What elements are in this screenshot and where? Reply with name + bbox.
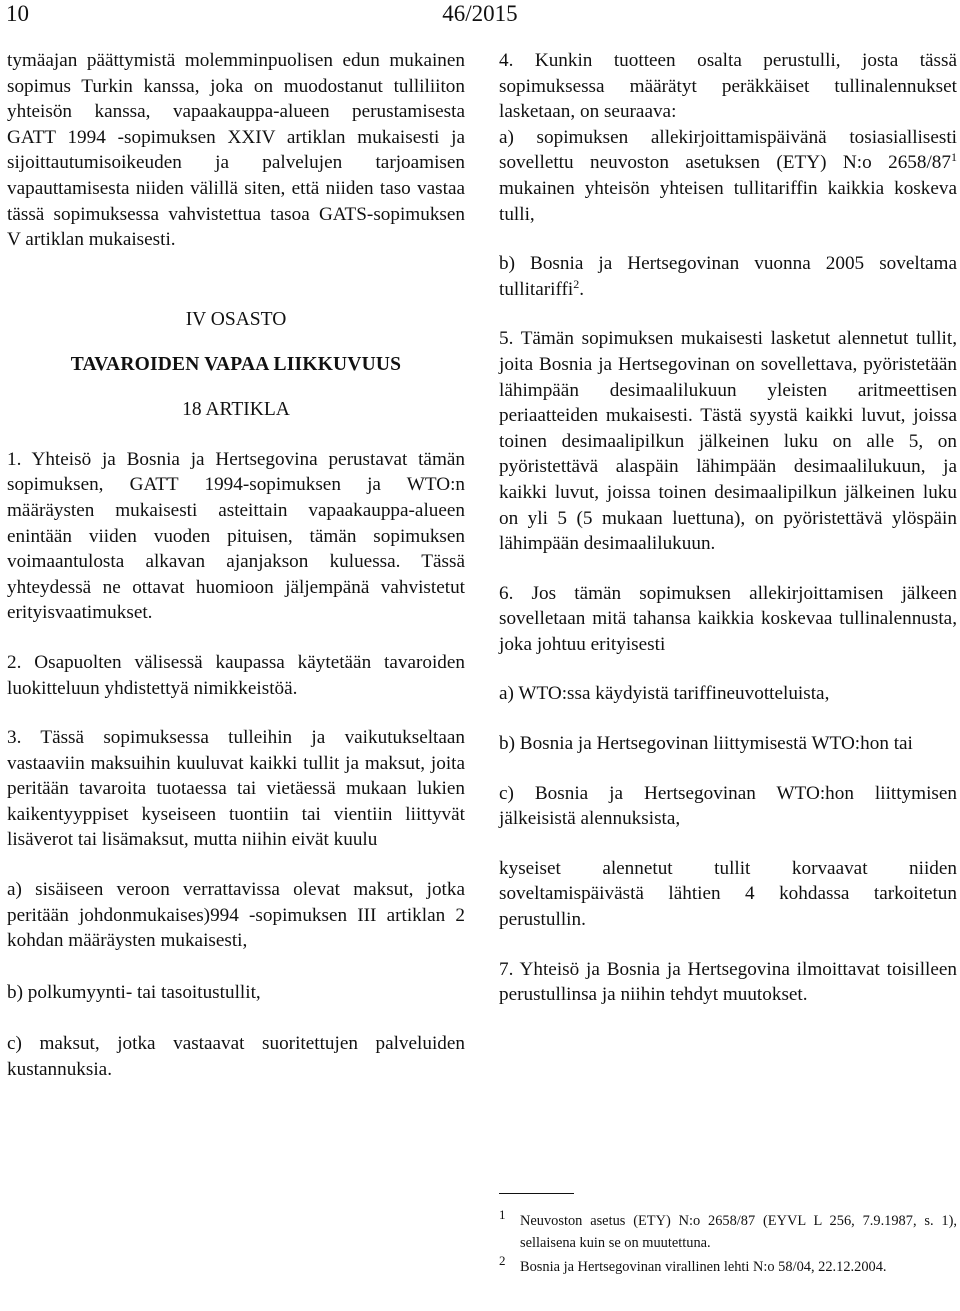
paragraph-4b [499, 251, 957, 302]
section-title: TAVAROIDEN VAPAA LIIKKUVUUS [70, 353, 402, 375]
footnotes [499, 1207, 957, 1278]
paragraph-3b: b) polkumyynti- tai tasoitustullit, [7, 981, 261, 1003]
paragraph-4b-text-end: . [579, 278, 585, 300]
left-column [7, 48, 465, 1083]
paragraph-6c: c) Bosnia ja Hertsegovinan WTO:hon liittymisen jälkeisistä alennuksista, [499, 782, 957, 830]
footnote-2-text: Bosnia ja Hertsegovinan virallinen lehti N:o 58/04, 22.12.2004. [520, 1259, 887, 1275]
paragraph-4a-text: a) sopimuksen allekirjoittamispäivänä tosiasiallisesti sovellettu neuvoston asetuksen (ETY) N:o 2658/87 [499, 126, 957, 174]
paragraph-4: 4. Kunkin tuotteen osalta perustulli, josta tässä sopimuksessa määrätyt peräkkäiset tullinalennukset lasketaan, on seuraava: [499, 50, 957, 123]
paragraph-3a: a) sisäiseen veroon verrattavissa olevat maksut, jotka peritään johdonmukaises)994 -sopimuksen III artiklan 2 kohdan määräysten mukaisesti, [7, 879, 465, 952]
footnote-ref-2[interactable]: 2 [573, 276, 580, 291]
paragraph-6b: b) Bosnia ja Hertsegovinan liittymisestä WTO:hon tai [499, 733, 913, 755]
paragraph-5: 5. Tämän sopimuksen mukaisesti lasketut alennetut tullit, joita Bosnia ja Hertsegovinan on sovellettava, pyöristetään lähimpään desimaalilukuun yleisten aritmeettisen periaatteiden mukaisesti. Tästä syystä kaikki luvut, joissa toinen desimaalipilkun jälkeinen luku on alle 5, on pyöristettävä alaspäin lähimpään desimaalilukuun, ja kaikki luvut, joissa toinen desimaalipilkun jälkeinen luku on yli 5 (5 mukaan luettuna), on pyöristettävä ylöspäin lähimpään desimaalilukuun. [499, 328, 957, 555]
footnote-1-text: Neuvoston asetus (ETY) N:o 2658/87 (EYVL L 256, 7.9.1987, s. 1), sellaisena kuin se on muutettuna. [520, 1213, 957, 1251]
paragraph-4a-text-end: mukainen yhteisön yhteisen tullitariffin kaikkia koskeva tulli, [499, 177, 957, 225]
paragraph-6d: kyseiset alennetut tullit korvaavat niiden soveltamispäivästä lähtien 4 kohdassa tarkoitetun perustullin. [499, 857, 957, 931]
right-column [499, 48, 957, 1008]
paragraph-1: 1. Yhteisö ja Bosnia ja Hertsegovina perustavat tämän sopimuksen, GATT 1994-sopimuksen ja WTO:n määräysten mukaisesti asteittain vapaakauppa-alueen enintään viiden vuoden pituisen, tämän sopimuksen voimaantulosta alkavan ajanjakson kuluessa. Tässä yhteydessä ne ottavat huomioon jäljempänä vahvistetut erityisvaatimukset. [7, 448, 465, 624]
article-heading: 18 ARTIKLA [182, 398, 290, 420]
footnote-2 [499, 1253, 957, 1278]
footnote-ref-1[interactable]: 1 [951, 150, 957, 165]
footnote-1-mark: 1 [499, 1207, 506, 1222]
issue-number: 46/2015 [442, 1, 518, 26]
paragraph-3: 3. Tässä sopimuksessa tulleihin ja vaikutukseltaan vastaaviin maksuihin kuuluvat kaikki tullit ja maksut, joita peritään tavaroita tuotaessa tai vietäessä mukaan lukien kaikentyyppiset kyseiseen tuontiin tai vientiin liittyvät lisäverot tai lisämaksut, mutta niihin eivät kuulu [7, 727, 465, 851]
paragraph-4b-text: b) Bosnia ja Hertsegovinan vuonna 2005 soveltama tullitariffi [499, 253, 957, 300]
footnote-1 [499, 1207, 957, 1254]
page-number: 10 [6, 1, 29, 26]
paragraph-4a [499, 125, 957, 227]
paragraph-6: 6. Jos tämän sopimuksen allekirjoittamisen jälkeen sovelletaan mitä tahansa kaikkia koskevaa tullinalennusta, joka johtuu erityisesti [499, 582, 957, 655]
footnote-2-mark: 2 [499, 1253, 506, 1268]
paragraph-2: 2. Osapuolten välisessä kaupassa käytetään tavaroiden luokitteluun yhdistettyä nimikkeistöä. [7, 651, 465, 699]
footnote-divider [499, 1193, 574, 1194]
section-heading: IV OSASTO [185, 308, 287, 330]
paragraph-7: 7. Yhteisö ja Bosnia ja Hertsegovina ilmoittavat toisilleen perustullinsa ja niihin tehdyt muutokset. [499, 958, 957, 1006]
paragraph-continuation: tymäajan päättymistä molemminpuolisen edun mukainen sopimus Turkin kanssa, joka on muodostanut tulliliiton yhteisön kanssa, vapaakauppa-alueen perustamisesta GATT 1994 -sopimuksen XXIV artiklan mukaisesti ja sijoittautumisoikeuden ja palvelujen tarjoamisen vapauttamisesta niiden välillä siten, että niiden taso vastaa tässä sopimuksessa vahvistettua tasoa GATS-sopimuksen V artiklan mukaisesti. [7, 50, 465, 251]
paragraph-3c: c) maksut, jotka vastaavat suoritettujen palveluiden kustannuksia. [7, 1033, 465, 1081]
paragraph-6a: a) WTO:ssa käydyistä tariffineuvotteluista, [499, 683, 830, 705]
